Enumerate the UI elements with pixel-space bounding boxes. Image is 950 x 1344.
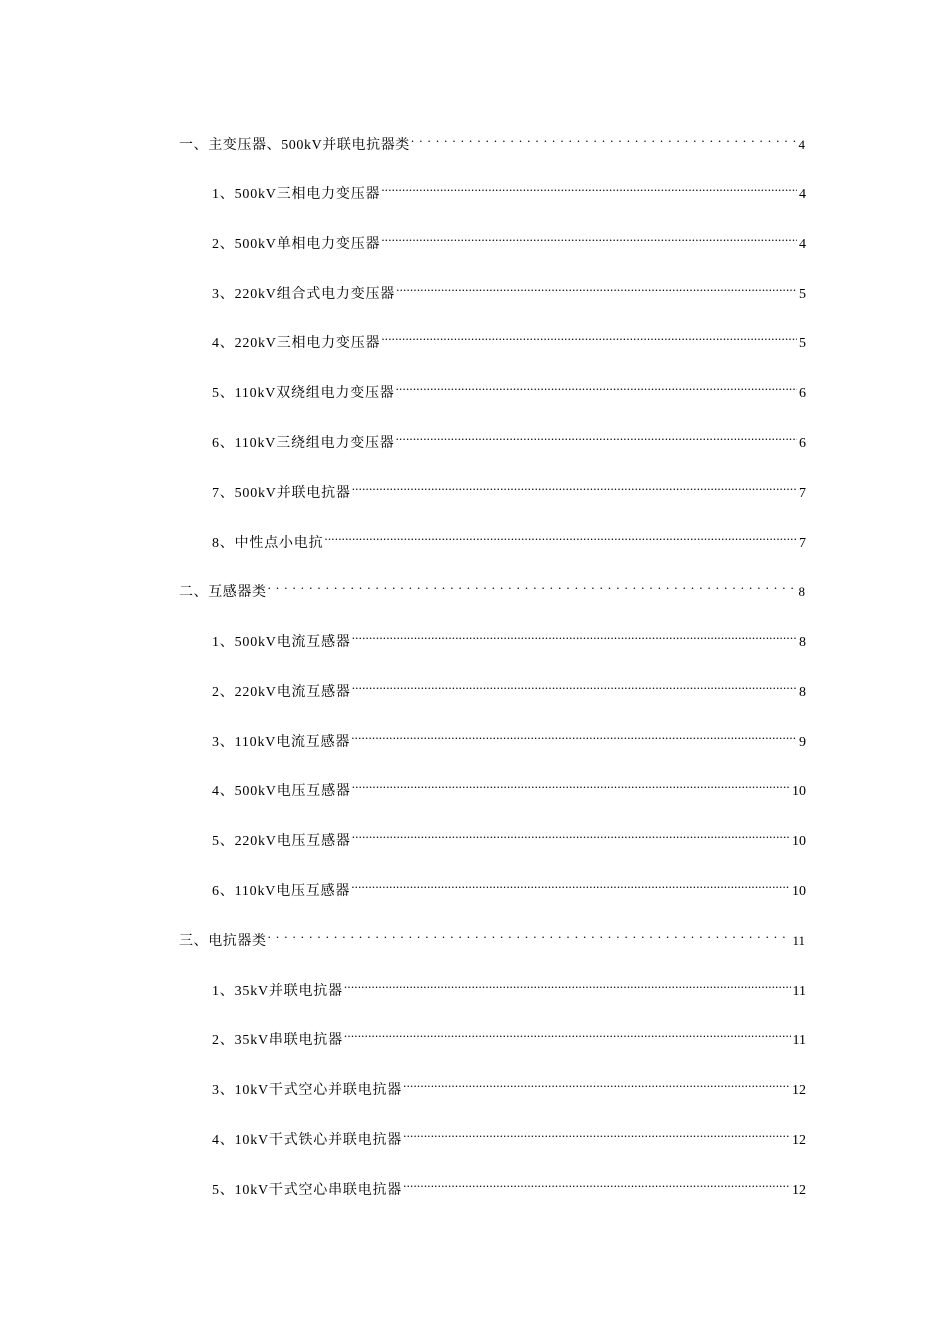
toc-dot-leader <box>352 674 797 696</box>
toc-item-entry[interactable] <box>212 674 806 700</box>
toc-entry-title: 1、500kV电流互感器 <box>212 635 351 650</box>
toc-entry-title: 2、500kV单相电力变压器 <box>212 237 381 252</box>
toc-item-entry[interactable] <box>212 176 806 202</box>
toc-entry-title: 6、110kV三绕组电力变压器 <box>212 436 395 451</box>
toc-entry-title: 7、500kV并联电抗器 <box>212 486 351 501</box>
toc-item-entry[interactable] <box>212 1172 806 1198</box>
toc-entry-title: 1、35kV并联电抗器 <box>212 984 343 999</box>
toc-page-number: 12 <box>792 1183 806 1198</box>
toc-dot-leader <box>403 1072 790 1094</box>
toc-page-number: 5 <box>799 336 806 351</box>
toc-entry-title: 一、主变压器、500kV并联电抗器类 <box>179 138 410 153</box>
toc-item-entry[interactable] <box>212 425 806 451</box>
toc-item-entry[interactable] <box>212 325 806 351</box>
toc-entry-title: 3、110kV电流互感器 <box>212 735 351 750</box>
toc-page-number: 10 <box>792 884 806 899</box>
toc-dot-leader <box>344 1022 791 1044</box>
toc-page-number: 12 <box>792 1133 806 1148</box>
toc-entry-title: 1、500kV三相电力变压器 <box>212 187 381 202</box>
toc-page-number: 4 <box>799 187 806 202</box>
toc-entry-title: 2、35kV串联电抗器 <box>212 1033 343 1048</box>
toc-page-number: 4 <box>798 137 805 152</box>
toc-page-number: 6 <box>799 436 806 451</box>
toc-dot-leader <box>403 1172 790 1194</box>
toc-dot-leader <box>268 574 797 596</box>
toc-page-number: 4 <box>799 237 806 252</box>
toc-page-number: 10 <box>792 834 806 849</box>
toc-entry-title: 4、500kV电压互感器 <box>212 784 351 799</box>
toc-dot-leader <box>351 724 797 746</box>
toc-dot-leader <box>352 475 797 497</box>
toc-page-number: 8 <box>798 584 805 599</box>
toc-page-number: 5 <box>799 287 806 302</box>
toc-dot-leader <box>268 923 791 945</box>
toc-item-entry[interactable] <box>212 1022 806 1048</box>
toc-dot-leader <box>381 176 797 198</box>
toc-dot-leader <box>396 425 797 447</box>
toc-item-entry[interactable] <box>212 475 806 501</box>
toc-entry-title: 三、电抗器类 <box>179 934 267 949</box>
toc-page-number: 10 <box>792 784 806 799</box>
toc-item-entry[interactable] <box>212 375 806 401</box>
toc-item-entry[interactable] <box>212 773 806 799</box>
toc-page-number: 8 <box>799 635 806 650</box>
toc-page-number: 6 <box>799 386 806 401</box>
toc-item-entry[interactable] <box>212 1072 806 1098</box>
toc-item-entry[interactable] <box>212 624 806 650</box>
toc-dot-leader <box>352 823 790 845</box>
toc-page-number: 12 <box>792 1083 806 1098</box>
toc-section-entry[interactable] <box>179 574 805 600</box>
toc-entry-title: 8、中性点小电抗 <box>212 536 324 551</box>
toc-dot-leader <box>396 276 797 298</box>
toc-section-entry[interactable] <box>179 127 805 153</box>
toc-item-entry[interactable] <box>212 525 806 551</box>
toc-item-entry[interactable] <box>212 276 806 302</box>
toc-entry-title: 5、10kV干式空心串联电抗器 <box>212 1183 403 1198</box>
toc-entry-title: 4、220kV三相电力变压器 <box>212 336 381 351</box>
toc-page-number: 11 <box>792 984 806 999</box>
toc-item-entry[interactable] <box>212 1122 806 1148</box>
toc-section-entry[interactable] <box>179 923 805 949</box>
toc-item-entry[interactable] <box>212 873 806 899</box>
toc-dot-leader <box>381 325 797 347</box>
toc-dot-leader <box>381 226 797 248</box>
toc-page-number: 11 <box>792 1033 806 1048</box>
toc-dot-leader <box>411 127 797 149</box>
toc-dot-leader <box>344 973 791 995</box>
toc-dot-leader <box>352 773 790 795</box>
toc-page-number: 7 <box>799 486 806 501</box>
toc-dot-leader <box>403 1122 790 1144</box>
toc-entry-title: 4、10kV干式铁心并联电抗器 <box>212 1133 403 1148</box>
toc-entry-title: 3、10kV干式空心并联电抗器 <box>212 1083 403 1098</box>
toc-item-entry[interactable] <box>212 823 806 849</box>
toc-page-number: 9 <box>799 735 806 750</box>
toc-item-entry[interactable] <box>212 973 806 999</box>
toc-entry-title: 3、220kV组合式电力变压器 <box>212 287 396 302</box>
toc-entry-title: 5、110kV双绕组电力变压器 <box>212 386 395 401</box>
toc-dot-leader <box>352 624 797 646</box>
toc-entry-title: 二、互感器类 <box>179 585 267 600</box>
toc-page-number: 11 <box>792 933 805 948</box>
toc-page-number: 7 <box>799 536 806 551</box>
toc-dot-leader <box>396 375 797 397</box>
toc-dot-leader <box>324 525 797 547</box>
toc-item-entry[interactable] <box>212 226 806 252</box>
toc-entry-title: 6、110kV电压互感器 <box>212 884 351 899</box>
toc-dot-leader <box>351 873 790 895</box>
toc-entry-title: 2、220kV电流互感器 <box>212 685 351 700</box>
toc-page-number: 8 <box>799 685 806 700</box>
toc-entry-title: 5、220kV电压互感器 <box>212 834 351 849</box>
toc-item-entry[interactable] <box>212 724 806 750</box>
